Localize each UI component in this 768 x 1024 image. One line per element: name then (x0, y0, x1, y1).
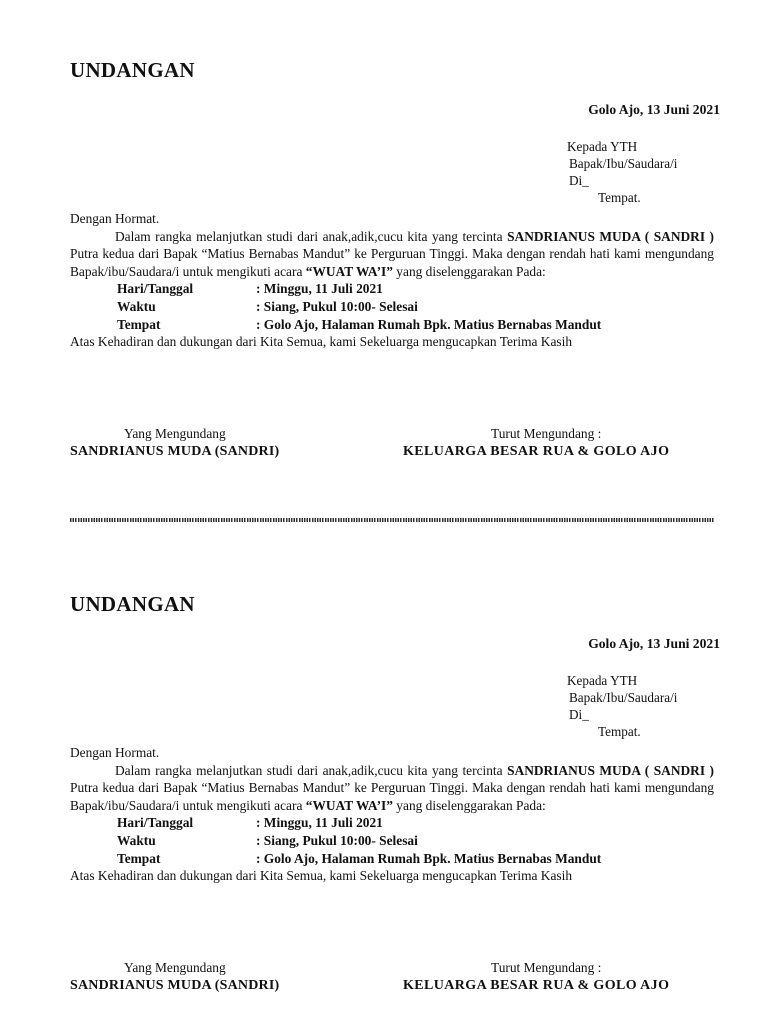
recipient-line-4: Tempat. (598, 724, 641, 739)
detail-row-place (117, 850, 714, 868)
event-details (117, 280, 714, 333)
letter-date: Golo Ajo, 13 Juni 2021 (588, 636, 720, 651)
recipient-line-2: Bapak/Ibu/Saudara/i (569, 690, 678, 705)
recipient-block (567, 138, 677, 206)
detail-value: : Siang, Pukul 10:00- Selesai (256, 832, 418, 848)
closing-text: Atas Kehadiran dan dukungan dari Kita Semua, kami Sekeluarga mengucapkan Terima Kasih (70, 868, 573, 884)
closing-text: Atas Kehadiran dan dukungan dari Kita Semua, kami Sekeluarga mengucapkan Terima Kasih (70, 334, 573, 350)
letter-title: UNDANGAN (70, 58, 195, 82)
event-name: “WUAT WA’I” (305, 263, 393, 279)
detail-value: : Minggu, 11 Juli 2021 (256, 281, 383, 297)
cut-line-divider (70, 518, 714, 522)
detail-label: Waktu (117, 832, 156, 848)
recipient-line-4: Tempat. (598, 190, 641, 205)
paragraph-part-1: Dalam rangka melanjutkan studi dari anak,adik,cucu kita yang tercinta (115, 762, 508, 778)
salutation: Dengan Hormat. (70, 211, 160, 226)
invitation-paragraph (70, 228, 714, 281)
paragraph-part-2: Putra kedua dari Bapak “Matius Bernabas Mandut” ke Perguruan Tinggi. Maka dengan rendah hati kami mengundang Bapak/ibu/Saudara/i untuk mengikuti acara (70, 780, 714, 813)
detail-label: Tempat (117, 316, 161, 332)
invitation-paragraph (70, 762, 714, 815)
invitation-letter-1 (0, 0, 768, 480)
detail-row-time (117, 298, 714, 316)
letter-date: Golo Ajo, 13 Juni 2021 (588, 102, 720, 117)
detail-value: : Golo Ajo, Halaman Rumah Bpk. Matius Bernabas Mandut (256, 316, 602, 332)
detail-label: Hari/Tanggal (117, 281, 194, 297)
detail-label: Tempat (117, 850, 161, 866)
recipient-line-2: Bapak/Ibu/Saudara/i (569, 156, 678, 171)
detail-value: : Golo Ajo, Halaman Rumah Bpk. Matius Bernabas Mandut (256, 850, 602, 866)
recipient-line-1: Kepada YTH (567, 673, 638, 688)
paragraph-part-1: Dalam rangka melanjutkan studi dari anak,adik,cucu kita yang tercinta (115, 228, 508, 244)
letter-body (70, 210, 714, 351)
recipient-line-1: Kepada YTH (567, 139, 638, 154)
recipient-block (567, 672, 677, 740)
recipient-line-3: Di_ (569, 173, 589, 188)
co-inviter-name: KELUARGA BESAR RUA & GOLO AJO (403, 444, 670, 459)
salutation: Dengan Hormat. (70, 745, 160, 760)
detail-row-date (117, 814, 714, 832)
inviter-name: SANDRIANUS MUDA (SANDRI) (70, 444, 280, 459)
co-inviter-role: Turut Mengundang : (491, 426, 602, 441)
detail-value: : Minggu, 11 Juli 2021 (256, 815, 383, 831)
co-inviter-name: KELUARGA BESAR RUA & GOLO AJO (403, 978, 670, 993)
detail-row-date (117, 280, 714, 298)
inviter-role: Yang Mengundang (124, 426, 226, 441)
paragraph-part-3: yang diselenggarakan Pada: (392, 797, 546, 813)
event-name: “WUAT WA’I” (305, 797, 393, 813)
invitee-name: SANDRIANUS MUDA ( SANDRI ) (507, 228, 714, 244)
co-inviter-role: Turut Mengundang : (491, 960, 602, 975)
invitation-letter-2 (0, 534, 768, 1014)
detail-row-place (117, 316, 714, 334)
detail-row-time (117, 832, 714, 850)
event-details (117, 814, 714, 867)
detail-label: Waktu (117, 298, 156, 314)
paragraph-part-3: yang diselenggarakan Pada: (392, 263, 546, 279)
detail-label: Hari/Tanggal (117, 815, 194, 831)
inviter-role: Yang Mengundang (124, 960, 226, 975)
letter-body (70, 744, 714, 885)
detail-value: : Siang, Pukul 10:00- Selesai (256, 298, 418, 314)
inviter-name: SANDRIANUS MUDA (SANDRI) (70, 978, 280, 993)
recipient-line-3: Di_ (569, 707, 589, 722)
invitee-name: SANDRIANUS MUDA ( SANDRI ) (507, 762, 714, 778)
letter-title: UNDANGAN (70, 592, 195, 616)
paragraph-part-2: Putra kedua dari Bapak “Matius Bernabas Mandut” ke Perguruan Tinggi. Maka dengan rendah hati kami mengundang Bapak/ibu/Saudara/i untuk mengikuti acara (70, 246, 714, 279)
